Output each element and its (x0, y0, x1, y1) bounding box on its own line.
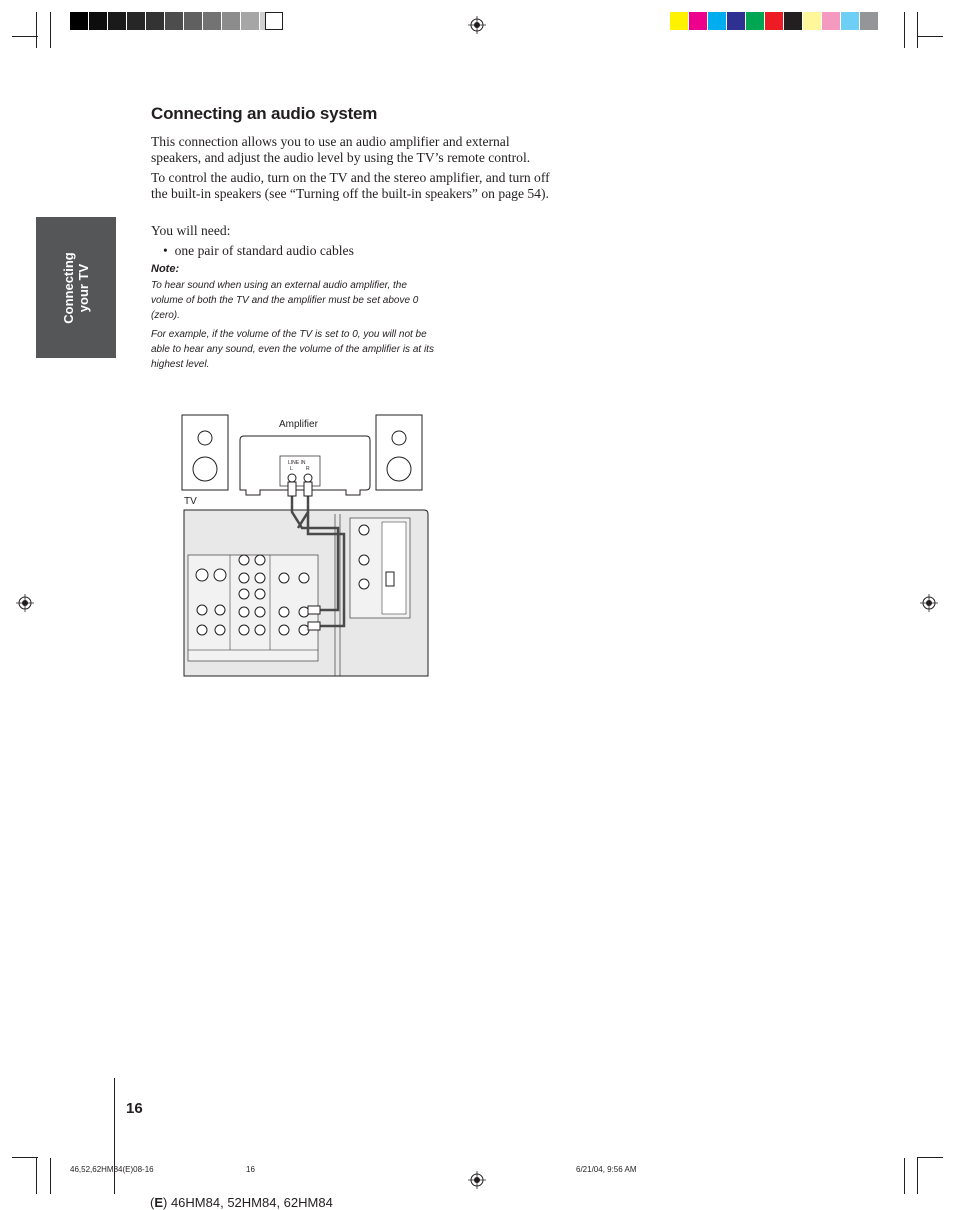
crop-mark (50, 12, 51, 48)
footer-date: 6/21/04, 9:56 AM (576, 1165, 637, 1174)
page-number: 16 (126, 1100, 143, 1117)
margin-rule (114, 1078, 115, 1194)
registration-mark-icon (468, 1171, 486, 1189)
note-text: For example, if the volume of the TV is set to 0, you will not be able to hear any sound, even the volume of the amplifier is at its highest level. (151, 329, 434, 370)
tv-back-panel (184, 510, 428, 676)
crop-mark (12, 36, 38, 37)
footer-page: 16 (246, 1165, 255, 1174)
audio-connection-diagram (180, 410, 432, 680)
you-will-need-label: You will need: (151, 223, 231, 238)
crop-mark (917, 1158, 918, 1194)
needs-list-item: • one pair of standard audio cables (163, 243, 354, 258)
amplifier-label: Amplifier (279, 419, 318, 430)
registration-mark-icon (16, 594, 34, 612)
control-paragraph: To control the audio, turn on the TV and the stereo amplifier, and turn off the built-in speakers (see “Turning off the built-in speakers” on page 54). (151, 170, 550, 201)
crop-mark (917, 1157, 943, 1158)
crop-mark (36, 1158, 37, 1194)
line-in-label: LINE IN (288, 460, 306, 466)
section-side-tab (36, 217, 116, 358)
intro-paragraph: This connection allows you to use an audio amplifier and external speakers, and adjust the audio level by using the TV’s remote control. (151, 134, 531, 165)
right-speaker (376, 415, 422, 490)
side-tab-label: Connecting your TV (61, 251, 91, 324)
crop-mark (917, 12, 918, 48)
right-channel-label: R (306, 466, 310, 472)
crop-mark (917, 36, 943, 37)
registration-mark-icon (468, 16, 486, 34)
page-title: Connecting an audio system (151, 104, 378, 123)
model-line: (E) 46HM84, 52HM84, 62HM84 (150, 1195, 333, 1210)
crop-mark (36, 12, 37, 48)
crop-mark (50, 1158, 51, 1194)
left-speaker (182, 415, 228, 490)
registration-mark-icon (920, 594, 938, 612)
crop-mark (904, 12, 905, 48)
left-channel-label: L (290, 466, 293, 472)
tv-label: TV (184, 496, 197, 507)
crop-mark (904, 1158, 905, 1194)
footer-file-name: 46,52,62HM84(E)08-16 (70, 1165, 154, 1174)
note-label: Note: (151, 263, 180, 275)
note-text: To hear sound when using an external audio amplifier, the volume of both the TV and the amplifier must be set above 0 (zero). (151, 280, 419, 321)
crop-mark (12, 1157, 38, 1158)
